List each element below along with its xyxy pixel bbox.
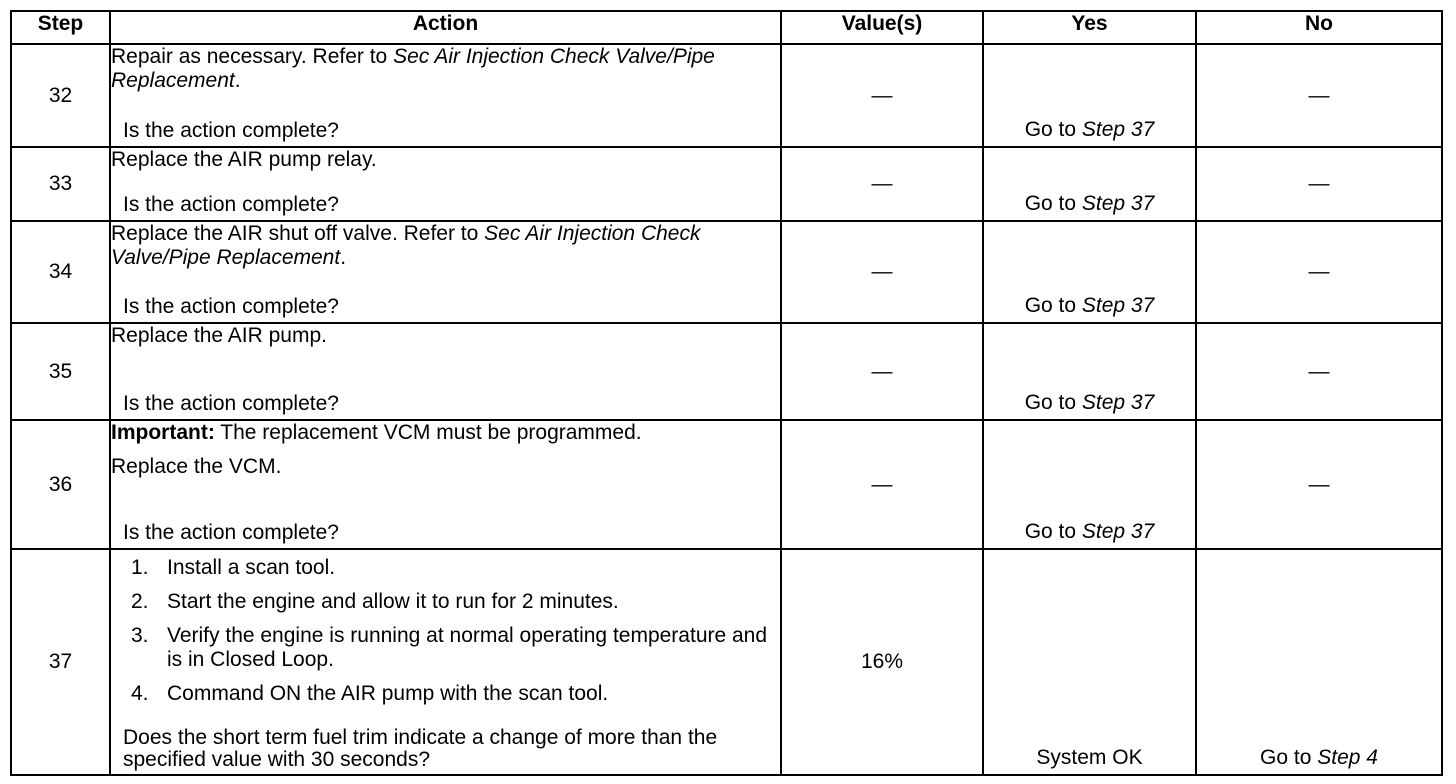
procedure-list bbox=[111, 556, 780, 706]
step-number: 35 bbox=[11, 323, 110, 420]
step-number: 32 bbox=[11, 44, 110, 147]
action-text: Replace the AIR shut off valve. Refer to Sec Air Injection Check Valve/Pipe Replacement. bbox=[111, 222, 701, 269]
list-item: 1. Install a scan tool. bbox=[131, 556, 336, 579]
step-reference: Step 37 bbox=[1081, 118, 1155, 141]
list-item: 4. Command ON the AIR pump with the scan tool. bbox=[131, 682, 609, 705]
yes-cell: System OK bbox=[983, 549, 1196, 775]
yes-cell: Go to Step 37 bbox=[983, 323, 1196, 420]
header-action: Action bbox=[110, 11, 781, 44]
value-cell: — bbox=[781, 420, 983, 549]
action-question: Is the action complete? bbox=[123, 392, 339, 415]
action-question: Does the short term fuel trim indicate a change of more than the specified value with 30 seconds? bbox=[123, 726, 718, 771]
step-reference: Step 4 bbox=[1317, 746, 1378, 769]
important-note: Important: The replacement VCM must be programmed. bbox=[111, 421, 642, 444]
step-number: 34 bbox=[11, 221, 110, 323]
header-values: Value(s) bbox=[781, 11, 983, 44]
step-number: 36 bbox=[11, 420, 110, 549]
value-cell: — bbox=[781, 323, 983, 420]
action-cell bbox=[110, 549, 781, 775]
action-cell bbox=[110, 323, 781, 420]
step-number: 37 bbox=[11, 549, 110, 775]
table-row bbox=[11, 221, 1442, 323]
no-cell: — bbox=[1196, 44, 1442, 147]
header-no: No bbox=[1196, 11, 1442, 44]
action-text: Replace the AIR pump. bbox=[111, 324, 327, 347]
action-question: Is the action complete? bbox=[123, 295, 339, 318]
action-cell bbox=[110, 420, 781, 549]
action-cell bbox=[110, 221, 781, 323]
step-reference: Step 37 bbox=[1081, 520, 1155, 543]
header-yes: Yes bbox=[983, 11, 1196, 44]
action-question: Is the action complete? bbox=[123, 119, 339, 142]
no-cell: — bbox=[1196, 420, 1442, 549]
action-text: Repair as necessary. Refer to Sec Air Injection Check Valve/Pipe Replacement. bbox=[111, 45, 715, 92]
table-row bbox=[11, 147, 1442, 221]
important-label: Important: bbox=[111, 421, 215, 444]
action-cell bbox=[110, 44, 781, 147]
value-cell: 16% bbox=[781, 549, 983, 775]
table-row bbox=[11, 44, 1442, 147]
list-item: 3. Verify the engine is running at normal operating temperature and is in Closed Loop. bbox=[131, 624, 768, 671]
action-cell bbox=[110, 147, 781, 221]
no-cell: — bbox=[1196, 323, 1442, 420]
no-cell: — bbox=[1196, 221, 1442, 323]
yes-cell: Go to Step 37 bbox=[983, 147, 1196, 221]
action-text: Replace the AIR pump relay. bbox=[111, 148, 377, 171]
action-question: Is the action complete? bbox=[123, 193, 339, 216]
table-row bbox=[11, 420, 1442, 549]
action-question: Is the action complete? bbox=[123, 521, 339, 544]
step-number: 33 bbox=[11, 147, 110, 221]
reference-link: Sec Air Injection Check Valve/Pipe Replacement bbox=[111, 222, 701, 269]
table-row bbox=[11, 549, 1442, 775]
no-cell: — bbox=[1196, 147, 1442, 221]
no-cell: Go to Step 4 bbox=[1196, 549, 1442, 775]
step-reference: Step 37 bbox=[1081, 294, 1155, 317]
yes-cell: Go to Step 37 bbox=[983, 420, 1196, 549]
yes-cell: Go to Step 37 bbox=[983, 44, 1196, 147]
diagnostic-table bbox=[10, 10, 1443, 776]
value-cell: — bbox=[781, 147, 983, 221]
action-text: Replace the VCM. bbox=[111, 455, 282, 478]
step-reference: Step 37 bbox=[1081, 192, 1155, 215]
value-cell: — bbox=[781, 221, 983, 323]
header-step: Step bbox=[11, 11, 110, 44]
header-row bbox=[11, 11, 1442, 44]
reference-link: Sec Air Injection Check Valve/Pipe Replacement bbox=[111, 45, 715, 92]
step-reference: Step 37 bbox=[1081, 391, 1155, 414]
list-item: 2. Start the engine and allow it to run for 2 minutes. bbox=[131, 590, 619, 613]
yes-cell: Go to Step 37 bbox=[983, 221, 1196, 323]
value-cell: — bbox=[781, 44, 983, 147]
table-row bbox=[11, 323, 1442, 420]
